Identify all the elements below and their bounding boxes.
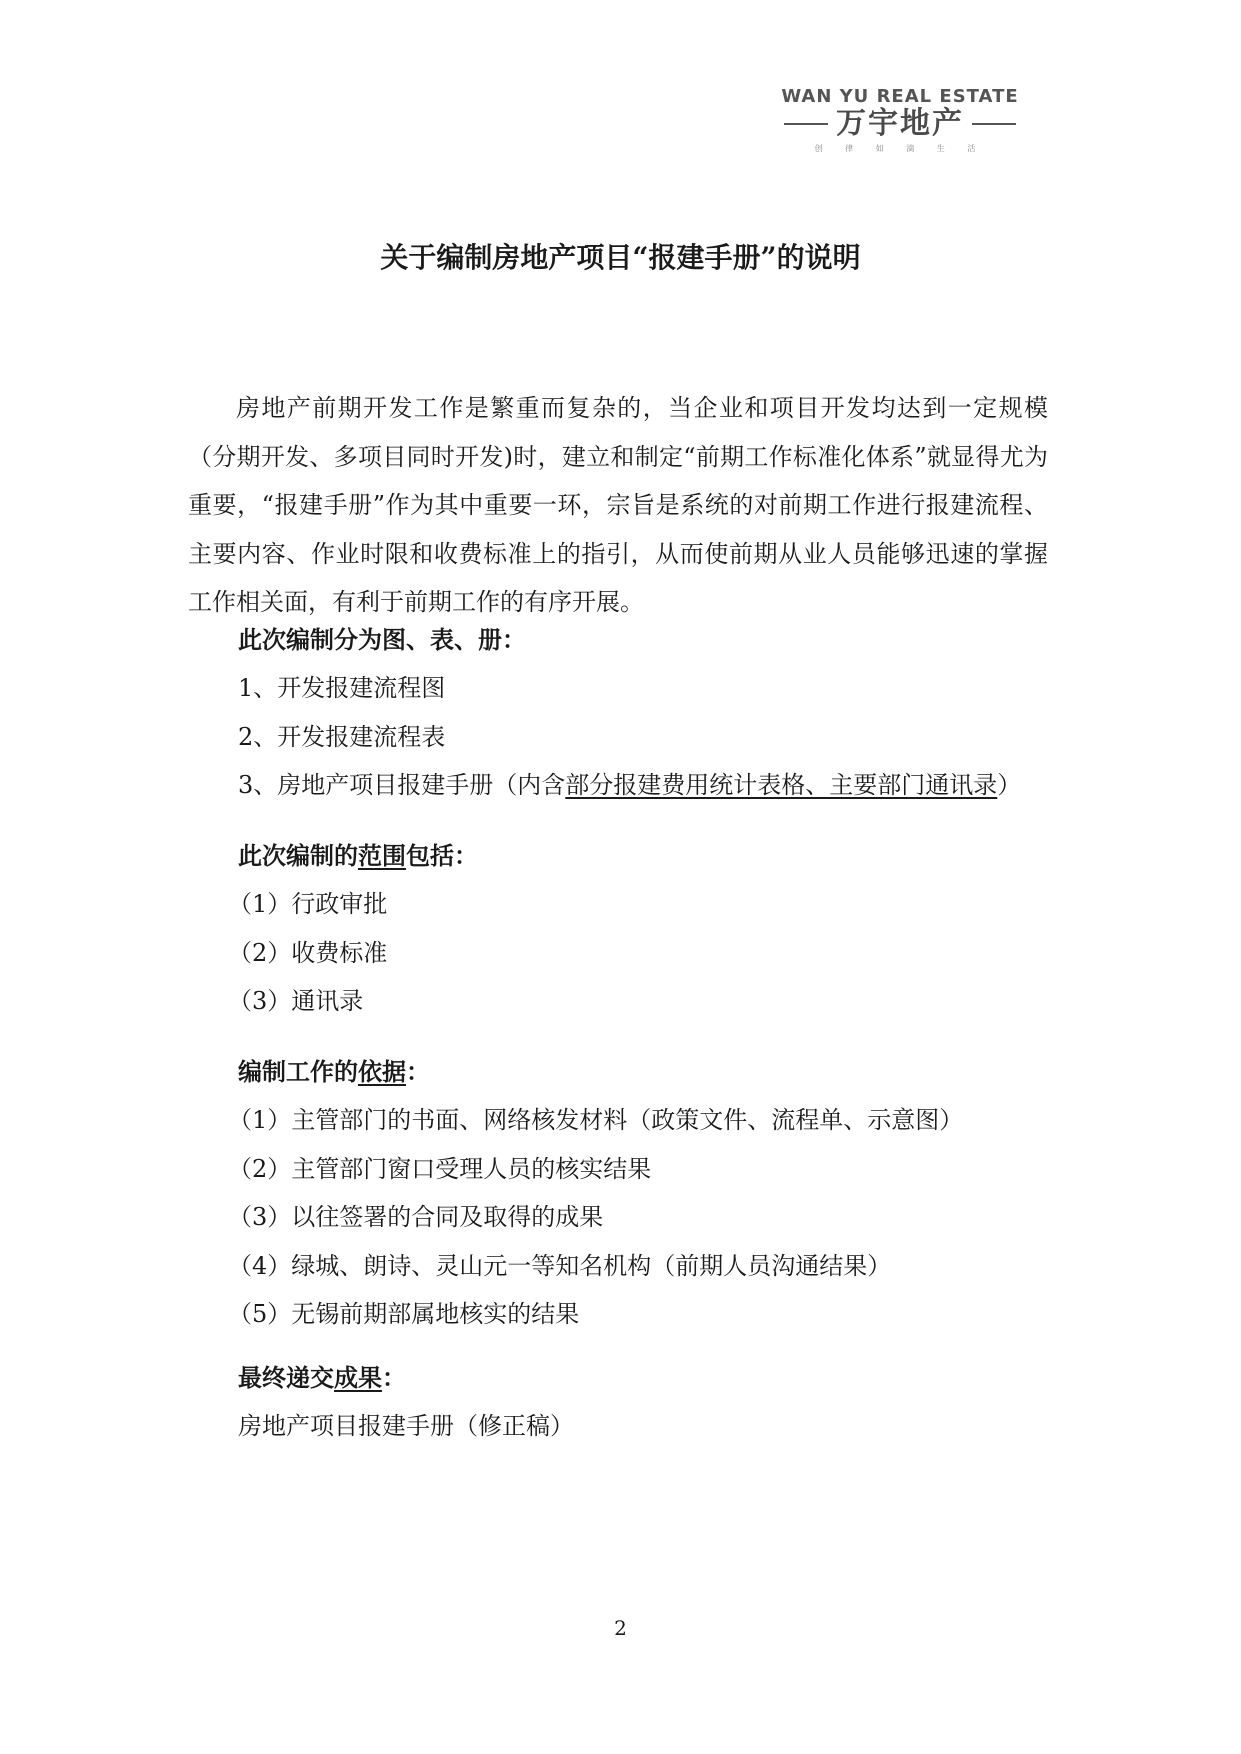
deliverable-heading-suffix: ： <box>382 1363 406 1392</box>
logo-chinese-name: 万宇地产 <box>836 106 964 141</box>
document-title: 关于编制房地产项目“报建手册”的说明 <box>380 241 861 274</box>
list-item: 2、开发报建流程表 <box>238 722 446 751</box>
deliverable-section <box>188 1354 1088 1451</box>
item3-prefix: 3、房地产项目报建手册（内含 <box>238 771 566 799</box>
scope-heading <box>188 832 1088 880</box>
logo-english-name: WAN YU REAL ESTATE <box>781 86 1019 107</box>
logo-right-rule <box>972 123 1016 125</box>
item3-suffix: ） <box>997 771 1022 799</box>
deliverable-heading-underlined: 成果 <box>334 1363 382 1392</box>
list-item: 1、开发报建流程图 <box>238 674 446 702</box>
logo-chinese-row <box>750 107 1050 141</box>
basis-heading <box>188 1048 1088 1096</box>
composition-heading: 此次编制分为图、表、册： <box>238 625 526 654</box>
basis-heading-prefix: 编制工作的 <box>238 1057 358 1086</box>
list-item: （2）主管部门窗口受理人员的核实结果 <box>228 1154 652 1183</box>
list-item <box>188 761 1088 810</box>
scope-heading-prefix: 此次编制的 <box>238 841 358 870</box>
list-item: （3）通讯录 <box>228 987 364 1015</box>
composition-section <box>188 616 1088 810</box>
company-logo <box>750 86 1050 154</box>
list-item: （1）行政审批 <box>228 890 388 918</box>
page-number: 2 <box>614 1616 627 1640</box>
logo-left-rule <box>784 123 828 125</box>
deliverable-text: 房地产项目报建手册（修正稿） <box>238 1412 574 1440</box>
basis-section <box>188 1048 1088 1339</box>
deliverable-heading-prefix: 最终递交 <box>238 1363 334 1392</box>
list-item: （5）无锡前期部属地核实的结果 <box>228 1300 580 1328</box>
deliverable-heading <box>188 1354 1088 1402</box>
list-item: （4）绿城、朗诗、灵山元一等知名机构（前期人员沟通结果） <box>228 1251 892 1280</box>
list-item: （1）主管部门的书面、网络核发材料（政策文件、流程单、示意图） <box>228 1106 964 1134</box>
list-item: （3）以往签署的合同及取得的成果 <box>228 1203 604 1231</box>
list-item: （2）收费标准 <box>228 938 388 967</box>
scope-heading-underlined: 范围 <box>358 841 406 870</box>
intro-paragraph: 房地产前期开发工作是繁重而复杂的，当企业和项目开发均达到一定规模（分期开发、多项目同时开发)时，建立和制定“前期工作标准化体系”就显得尤为重要，“报建手册”作为其中重要一环，宗旨是系统的对前期工作进行报建流程、主要内容、作业时限和收费标准上的指引，从而使前期从业人员能够迅速的掌握工作相关面，有利于前期工作的有序开展。 <box>188 394 1048 616</box>
item3-underlined: 部分报建费用统计表格、主要部门通讯录 <box>565 771 998 799</box>
logo-slogan: 创 律 如 滴 生 活 <box>814 144 986 153</box>
basis-heading-underlined: 依据 <box>358 1057 406 1086</box>
scope-section <box>188 832 1088 1026</box>
basis-heading-suffix: ： <box>406 1057 430 1086</box>
scope-heading-suffix: 包括： <box>406 841 478 870</box>
